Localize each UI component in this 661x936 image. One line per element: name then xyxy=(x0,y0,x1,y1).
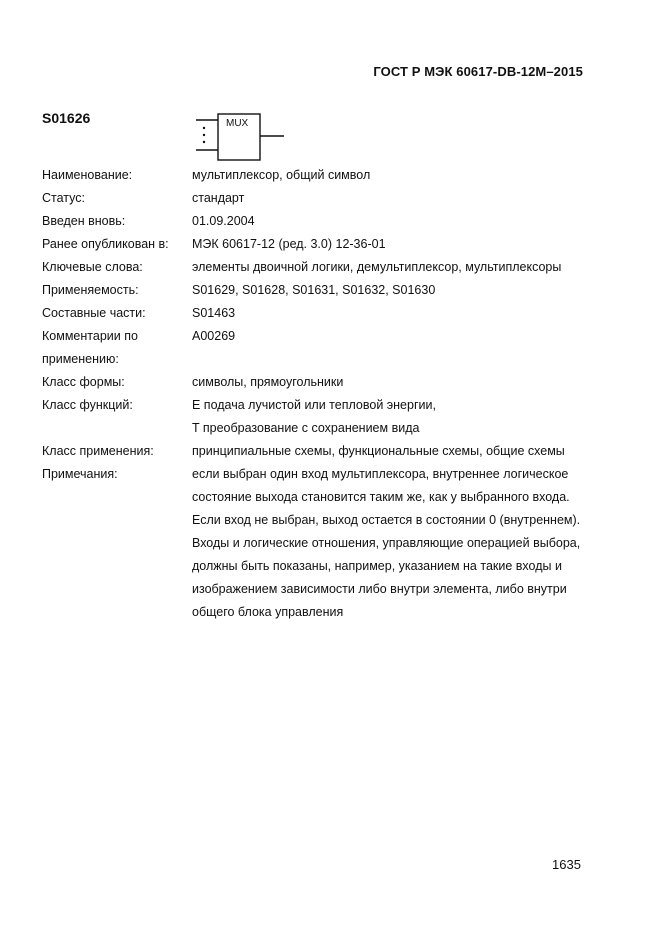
property-row xyxy=(42,210,622,233)
property-label xyxy=(42,164,192,187)
property-value xyxy=(192,233,622,256)
property-label xyxy=(42,440,192,463)
property-label xyxy=(42,302,192,325)
property-value-line: A00269 xyxy=(192,329,236,343)
property-row xyxy=(42,233,622,256)
property-label-line: Ключевые слова: xyxy=(42,260,143,274)
property-value xyxy=(192,371,622,394)
property-value-line: 01.09.2004 xyxy=(192,214,255,228)
property-label-line: Комментарии по xyxy=(42,329,138,343)
properties-list xyxy=(42,164,622,624)
property-row xyxy=(42,371,622,394)
mux-dot xyxy=(203,134,205,136)
property-value-line: мультиплексор, общий символ xyxy=(192,168,371,182)
property-value xyxy=(192,325,622,371)
mux-dot xyxy=(203,127,205,129)
mux-dot xyxy=(203,141,205,143)
property-value xyxy=(192,302,622,325)
property-value-line: символы, прямоугольники xyxy=(192,375,344,389)
property-value-line: Входы и логические отношения, управляющие операцией выбора, xyxy=(192,536,581,550)
property-label xyxy=(42,279,192,302)
property-row xyxy=(42,325,622,371)
property-label-line: Класс функций: xyxy=(42,398,133,412)
property-value-line: S01629, S01628, S01631, S01632, S01630 xyxy=(192,283,436,297)
property-value-line: стандарт xyxy=(192,191,245,205)
document-header: ГОСТ Р МЭК 60617-DB-12M–2015 xyxy=(373,64,583,79)
property-value xyxy=(192,394,622,440)
property-value xyxy=(192,440,622,463)
property-label xyxy=(42,256,192,279)
property-row xyxy=(42,279,622,302)
property-label-line: применению: xyxy=(42,352,119,366)
property-row xyxy=(42,164,622,187)
property-row xyxy=(42,187,622,210)
property-label xyxy=(42,394,192,440)
property-value xyxy=(192,210,622,233)
property-value xyxy=(192,279,622,302)
mux-symbol-drawing xyxy=(192,112,288,169)
property-label-line: Применяемость: xyxy=(42,283,139,297)
property-value xyxy=(192,164,622,187)
property-row xyxy=(42,302,622,325)
property-value xyxy=(192,463,622,624)
property-value-line: общего блока управления xyxy=(192,605,344,619)
property-value xyxy=(192,256,622,279)
property-label xyxy=(42,371,192,394)
property-value-line: если выбран один вход мультиплексора, внутреннее логическое xyxy=(192,467,569,481)
property-row xyxy=(42,256,622,279)
property-label-line: Примечания: xyxy=(42,467,118,481)
property-label xyxy=(42,233,192,256)
property-value-line: S01463 xyxy=(192,306,236,320)
property-label xyxy=(42,463,192,624)
property-label-line: Наименование: xyxy=(42,168,133,182)
property-label-line: Введен вновь: xyxy=(42,214,126,228)
symbol-code: S01626 xyxy=(42,110,91,126)
property-value-line: элементы двоичной логики, демультиплексор, мультиплексоры xyxy=(192,260,562,274)
property-label-line: Класс формы: xyxy=(42,375,125,389)
property-value-line: Если вход не выбран, выход остается в состоянии 0 (внутреннем). xyxy=(192,513,581,527)
property-value-line: МЭК 60617-12 (ред. 3.0) 12-36-01 xyxy=(192,237,386,251)
property-value-line: E подача лучистой или тепловой энергии, xyxy=(192,398,436,412)
mux-label: MUX xyxy=(226,118,249,129)
page-number: 1635 xyxy=(552,857,581,872)
property-label-line: Статус: xyxy=(42,191,85,205)
property-label-line: Класс применения: xyxy=(42,444,154,458)
property-value-line: изображением зависимости либо внутри элемента, либо внутри xyxy=(192,582,567,596)
property-row xyxy=(42,394,622,440)
property-value-line: T преобразование с сохранением вида xyxy=(192,421,420,435)
property-value-line: состояние выхода становится таким же, как у выбранного входа. xyxy=(192,490,570,504)
property-row xyxy=(42,463,622,624)
property-value-line: принципиальные схемы, функциональные схемы, общие схемы xyxy=(192,444,565,458)
property-value xyxy=(192,187,622,210)
property-label-line: Ранее опубликован в: xyxy=(42,237,169,251)
property-label-line: Составные части: xyxy=(42,306,146,320)
property-row xyxy=(42,440,622,463)
property-label xyxy=(42,210,192,233)
property-value-line: должны быть показаны, например, указанием на такие входы и xyxy=(192,559,562,573)
property-label xyxy=(42,325,192,371)
property-label xyxy=(42,187,192,210)
